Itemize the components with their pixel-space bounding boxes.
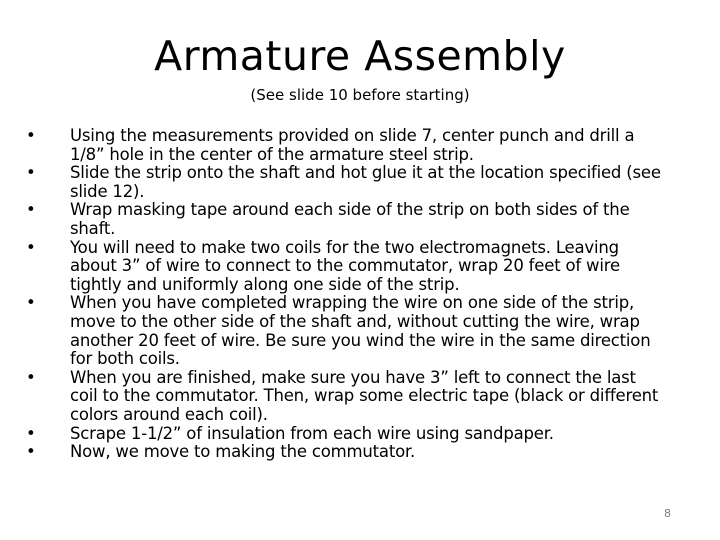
bullet-item xyxy=(26,425,666,444)
bullet-marker: • xyxy=(26,367,36,387)
bullet-item xyxy=(26,443,666,462)
bullet-marker: • xyxy=(26,163,36,183)
bullet-marker: • xyxy=(26,442,36,462)
bullet-text: Scrape 1-1/2” of insulation from each wire using sandpaper. xyxy=(70,423,554,443)
bullet-list xyxy=(26,127,666,462)
bullet-text: When you are finished, make sure you have 3” left to connect the last coil to the commutator. Then, wrap some electric tape (black or different colors around each coil). xyxy=(70,367,659,424)
bullet-text: Now, we move to making the commutator. xyxy=(70,442,416,462)
page-number: 8 xyxy=(664,507,671,520)
bullet-text: Wrap masking tape around each side of the strip on both sides of the shaft. xyxy=(70,200,630,238)
bullet-item xyxy=(26,294,666,368)
bullet-item xyxy=(26,164,666,201)
bullet-item xyxy=(26,239,666,295)
bullet-marker: • xyxy=(26,293,36,313)
bullet-marker: • xyxy=(26,237,36,257)
bullet-marker: • xyxy=(26,423,36,443)
bullet-text: Using the measurements provided on slide 7, center punch and drill a 1/8” hole in the center of the armature steel strip. xyxy=(70,126,635,164)
bullet-marker: • xyxy=(26,126,36,145)
bullet-text: You will need to make two coils for the two electromagnets. Leaving about 3” of wire to connect to the commutator, wrap 20 feet of wire tightly and uniformly along one side of the strip. xyxy=(70,237,620,294)
slide-title: Armature Assembly xyxy=(154,32,566,80)
bullet-marker: • xyxy=(26,200,36,220)
slide-subtitle: (See slide 10 before starting) xyxy=(250,86,470,104)
bullet-item xyxy=(26,369,666,425)
bullet-text: Slide the strip onto the shaft and hot glue it at the location specified (see slide 12). xyxy=(70,163,661,201)
bullet-text: When you have completed wrapping the wire on one side of the strip, move to the other side of the shaft and, without cutting the wire, wrap another 20 feet of wire. Be sure you wind the wire in the same direction for both coils. xyxy=(70,293,651,369)
bullet-item xyxy=(26,201,666,238)
bullet-item xyxy=(26,127,666,164)
